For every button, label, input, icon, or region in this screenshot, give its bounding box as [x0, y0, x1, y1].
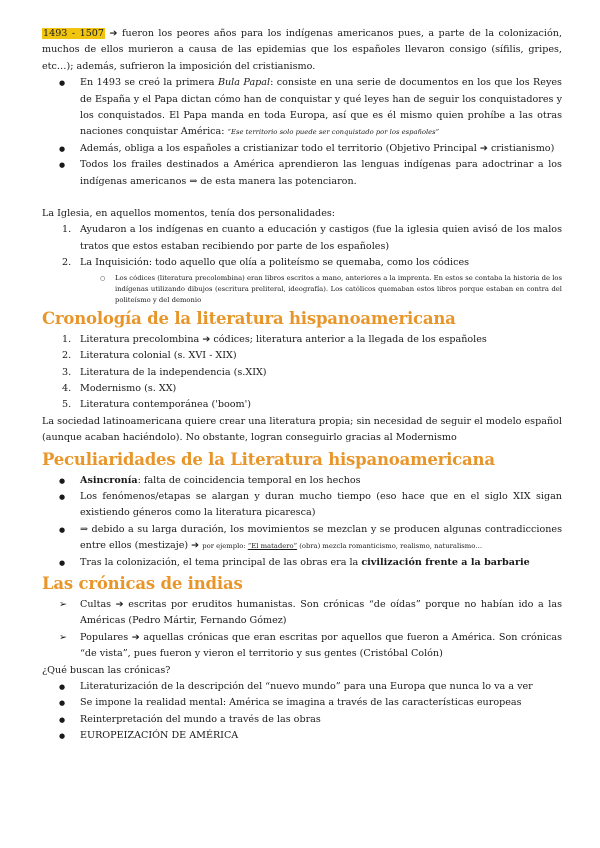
list-text: Literatura contemporánea ('boom'): [80, 399, 252, 411]
document-page: [42, 26, 562, 745]
section-heading-cronologia: Cronología de la literatura hispanoamericana: [42, 308, 456, 328]
colonizacion-text: Tras la colonización, el tema principal de las obras era la: [80, 556, 362, 568]
intro-text: ➔ fueron los peores años para los indígenas americanos pues, a parte de la colonización, muchos de ellos murieron a causa de las epidemias que los españoles llevaron consigo (sífilis, gripes, etc…); además, sufrieron la imposición del cristianismo.: [42, 28, 562, 72]
arrow-bullet-icon: ➢: [59, 631, 68, 643]
date-highlight: 1493 - 1507: [43, 28, 105, 39]
bula-quote: “Ese territorio solo puede ser conquistado por los españoles”: [227, 128, 440, 137]
civilizacion-bold: civilización frente a la barbarie: [361, 556, 530, 568]
list-number: 1.: [62, 333, 72, 345]
list-item: [42, 555, 562, 571]
bula-papal-italic: Bula Papal: [217, 77, 271, 89]
list-number: 5.: [62, 399, 72, 411]
mestizaje-text: ⇒ debido a su larga duración, los movimientos se mezclan y se producen algunas contradicciones entre ellos (mestizaje) ➔: [80, 523, 562, 552]
list-item: ● Todos los frailes destinados a América aprendieron las lenguas indígenas para adoctrinar a los indígenas americanos ⇒ de esta manera las potenciaron.: [42, 157, 562, 190]
asincronia-def: : falta de coincidencia temporal en los hechos: [137, 474, 361, 486]
list-item: [42, 522, 562, 555]
list-item: ● EUROPEIZACIÓN DE AMÉRICA: [42, 728, 562, 744]
list-item: [42, 597, 562, 630]
example-note: (obra) mezcla romanticismo, realismo, naturalismo…: [297, 542, 483, 551]
list-number: 4.: [62, 382, 72, 394]
list-text: La Inquisición: todo aquello que olía a politeísmo se quemaba, como los códices: [80, 257, 470, 269]
cronicas-question: ¿Qué buscan las crónicas?: [42, 664, 171, 676]
cronologia-list: [42, 332, 562, 414]
list-item: [42, 381, 562, 397]
intro-paragraph: [42, 26, 562, 75]
list-text: Literatura colonial (s. XVI - XIX): [80, 350, 237, 362]
list-number: 2.: [62, 350, 72, 362]
list-text: Populares ➔ aquellas crónicas que eran escritas por aquellos que fueron a América. Son crónicas “de vista”, pues fueron y vieron el territorio y sus gentes (Cristóbal Colón): [80, 631, 562, 660]
cronicas-bullet-list: [42, 679, 562, 745]
list-text: Ayudaron a los indígenas en cuanto a educación y castigos (fue la iglesia quien avisó de los malos tratos que estos estaban recibiendo por parte de los españoles): [80, 224, 562, 252]
list-item: [42, 75, 562, 141]
list-item: [42, 348, 562, 364]
list-item: [42, 397, 562, 413]
list-item: [42, 255, 562, 271]
bula-text-b: : consiste en una serie de documentos en los que los Reyes de España y el Papa dictan cómo han de conquistar y qué leyes han de seguir los conquistadores y los conquistados. El Papa manda en toda Europa, así que es él mismo quien prohíbe a las otras naciones conquistar América:: [80, 77, 562, 138]
list-text: Cultas ➔ escritas por eruditos humanistas. Son crónicas “de oídas” porque no habían ido a las Américas (Pedro Mártir, Fernando Gómez): [80, 598, 562, 627]
list-item: [42, 332, 562, 348]
cronicas-arrow-list: [42, 597, 562, 663]
list-item: ● Además, obliga a los españoles a cristianizar todo el territorio (Objetivo Principal ➔ cristianismo): [42, 141, 562, 157]
list-item: ● Los fenómenos/etapas se alargan y duran mucho tiempo (eso hace que en el siglo XIX sigan existiendo géneros como la literatura picaresca): [42, 489, 562, 522]
list-item: ○ Los códices (literatura precolombina) eran libros escritos a mano, anteriores a la imprenta. En estos se contaba la historia de los indígenas utilizando dibujos (escritura preliteral, ideografía). Los católicos quemaban estos libros porque estaban en contra del politeísmo y del demonio: [42, 273, 562, 306]
church-intro: La Iglesia, en aquellos momentos, tenía dos personalidades:: [42, 208, 336, 220]
list-number: 1.: [62, 224, 72, 236]
list-number: 3.: [62, 366, 72, 378]
arrow-bullet-icon: ➢: [59, 598, 68, 610]
asincronia-term: Asincronía: [80, 474, 138, 486]
list-item: [42, 473, 562, 489]
section-heading-cronicas: Las crónicas de indias: [42, 573, 243, 593]
cronologia-paragraph: La sociedad latinoamericana quiere crear una literatura propia; sin necesidad de seguir el modelo español (aunque acaban haciéndolo). No obstante, logran conseguirlo gracias al Modernismo: [42, 415, 562, 444]
list-text: Literatura de la independencia (s.XIX): [80, 366, 267, 378]
list-item: [42, 630, 562, 663]
list-text: Modernismo (s. XX): [80, 382, 177, 394]
list-item: ● Se impone la realidad mental: América se imagina a través de las características europeas: [42, 695, 562, 711]
codices-sublist: [42, 273, 562, 306]
list-item: [42, 222, 562, 255]
example-label: por ejemplo:: [202, 542, 248, 551]
list-item: ● Reinterpretación del mundo a través de las obras: [42, 712, 562, 728]
bula-text-a: En 1493 se creó la primera: [80, 77, 218, 89]
list-number: 2.: [62, 257, 72, 269]
intro-bullet-list: [42, 75, 562, 190]
list-item: [42, 365, 562, 381]
section-heading-peculiaridades: Peculiaridades de la Literatura hispanoamericana: [42, 449, 495, 469]
list-text: Literatura precolombina ➔ códices; literatura anterior a la llegada de los españoles: [80, 333, 487, 345]
el-matadero-title: “El matadero”: [247, 542, 298, 551]
peculiaridades-list: [42, 473, 562, 571]
church-list: [42, 222, 562, 271]
list-item: ● Literaturización de la descripción del “nuevo mundo” para una Europa que nunca lo va a ver: [42, 679, 562, 695]
